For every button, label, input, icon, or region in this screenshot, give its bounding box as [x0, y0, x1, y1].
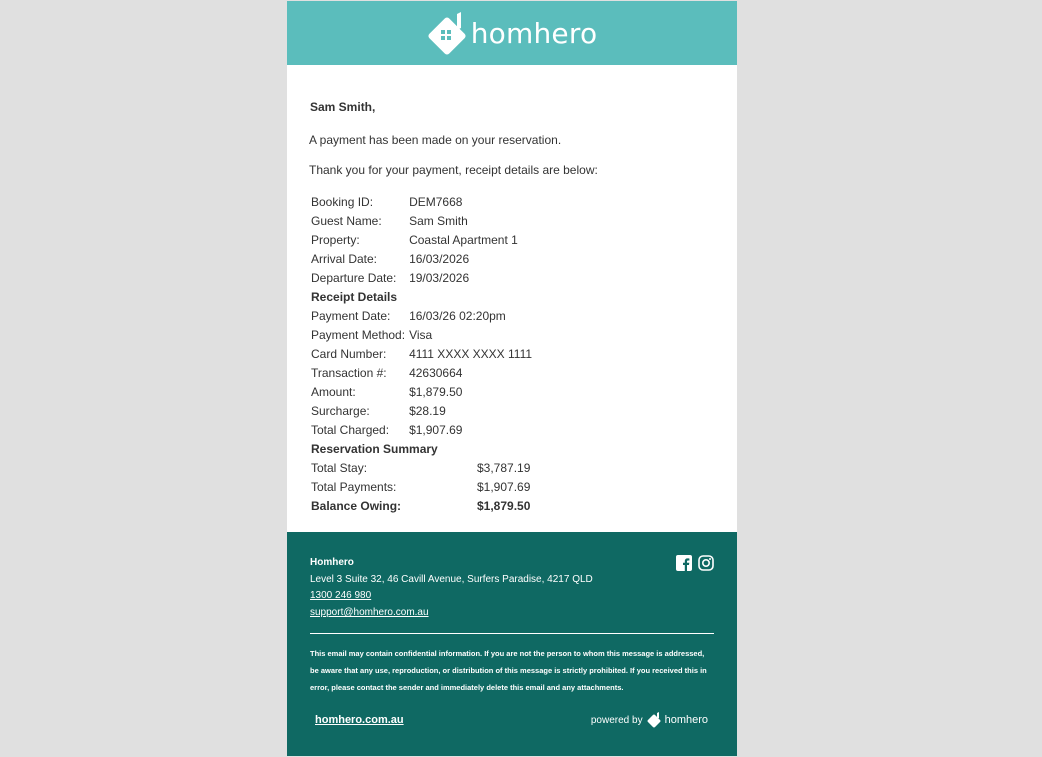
receipt-row-value: Visa — [409, 327, 433, 342]
footer-disclaimer: This email may contain confidential information. If you are not the person to whom this message is addressed, be aware that any use, reproduction, or distribution of this message is strictly prohibited. If you received this in error, please contact the sender and immediately delete this email and any attachments. — [310, 649, 707, 692]
reservation-summary-table — [309, 458, 532, 515]
booking-row-value: DEM7668 — [409, 194, 463, 209]
receipt-row — [309, 401, 534, 420]
brand-name: homhero — [470, 16, 598, 50]
receipt-row-value: 4111 XXXX XXXX 1111 — [409, 346, 533, 361]
receipt-row-value: 42630664 — [409, 365, 463, 380]
receipt-row — [309, 325, 534, 344]
booking-row-label: Departure Date: — [311, 270, 397, 285]
summary-row-value: $1,907.69 — [477, 479, 531, 494]
summary-row — [309, 477, 532, 496]
booking-row-value: 16/03/2026 — [409, 251, 470, 266]
email-header — [287, 1, 737, 65]
booking-row — [309, 268, 534, 287]
receipt-row-value: $1,879.50 — [409, 384, 463, 399]
email-body — [287, 65, 737, 515]
powered-by-brand: homhero — [664, 714, 708, 726]
booking-row — [309, 192, 534, 211]
thanks-text: Thank you for your payment, receipt details are below: — [309, 163, 598, 177]
booking-row-value: Coastal Apartment 1 — [409, 232, 518, 247]
receipt-row-label: Surcharge: — [311, 403, 370, 418]
booking-row — [309, 230, 534, 249]
receipt-row-value: $28.19 — [409, 403, 446, 418]
powered-by[interactable] — [591, 712, 708, 728]
receipt-row-value: $1,907.69 — [409, 422, 463, 437]
receipt-heading-label: Receipt Details — [311, 289, 398, 304]
receipt-details-table — [309, 192, 534, 458]
receipt-row — [309, 344, 534, 363]
email-footer — [287, 532, 737, 756]
booking-row-label: Booking ID: — [311, 194, 374, 209]
social-links — [676, 555, 714, 571]
booking-row — [309, 211, 534, 230]
summary-row-label: Total Stay: — [311, 460, 368, 475]
receipt-row-label: Total Charged: — [311, 422, 390, 437]
receipt-row — [309, 382, 534, 401]
receipt-row — [309, 306, 534, 325]
booking-row-label: Property: — [311, 232, 360, 247]
footer-address: Level 3 Suite 32, 46 Cavill Avenue, Surfers Paradise, 4217 QLD — [310, 574, 593, 585]
facebook-icon[interactable] — [676, 555, 692, 571]
house-tag-icon — [427, 10, 467, 56]
homhero-mini-logo-icon — [647, 712, 661, 728]
booking-row-label: Arrival Date: — [311, 251, 378, 266]
receipt-row — [309, 420, 534, 439]
receipt-row-label: Payment Date: — [311, 308, 391, 323]
summary-row-label: Total Payments: — [311, 479, 397, 494]
receipt-row-label: Card Number: — [311, 346, 387, 361]
footer-divider — [310, 633, 714, 634]
booking-row — [309, 249, 534, 268]
receipt-row-label: Amount: — [311, 384, 356, 399]
footer-phone-link[interactable]: 1300 246 980 — [310, 590, 372, 601]
footer-email-link[interactable]: support@homhero.com.au — [310, 607, 429, 618]
footer-company: Homhero — [310, 557, 354, 568]
receipt-row-label: Payment Method: — [311, 327, 406, 342]
receipt-row-value: 16/03/26 02:20pm — [409, 308, 506, 323]
booking-row-value: Sam Smith — [409, 213, 468, 228]
summary-row — [309, 496, 532, 515]
booking-row-label: Guest Name: — [311, 213, 382, 228]
homhero-logo[interactable] — [427, 10, 598, 56]
receipt-row-label: Transaction #: — [311, 365, 387, 380]
summary-heading-label: Reservation Summary — [311, 441, 438, 456]
greeting: Sam Smith, — [310, 100, 376, 114]
summary-row — [309, 458, 532, 477]
booking-row-value: 19/03/2026 — [409, 270, 470, 285]
summary-row-label: Balance Owing: — [311, 498, 402, 513]
summary-row-value: $1,879.50 — [477, 498, 531, 513]
instagram-icon[interactable] — [698, 555, 714, 571]
footer-site-link[interactable]: homhero.com.au — [315, 714, 404, 726]
receipt-heading — [309, 287, 534, 306]
summary-heading — [309, 439, 534, 458]
powered-by-label: powered by — [590, 714, 643, 726]
receipt-row — [309, 363, 534, 382]
intro-text: A payment has been made on your reservation. — [309, 133, 562, 147]
summary-row-value: $3,787.19 — [477, 460, 531, 475]
email-container — [287, 1, 737, 756]
